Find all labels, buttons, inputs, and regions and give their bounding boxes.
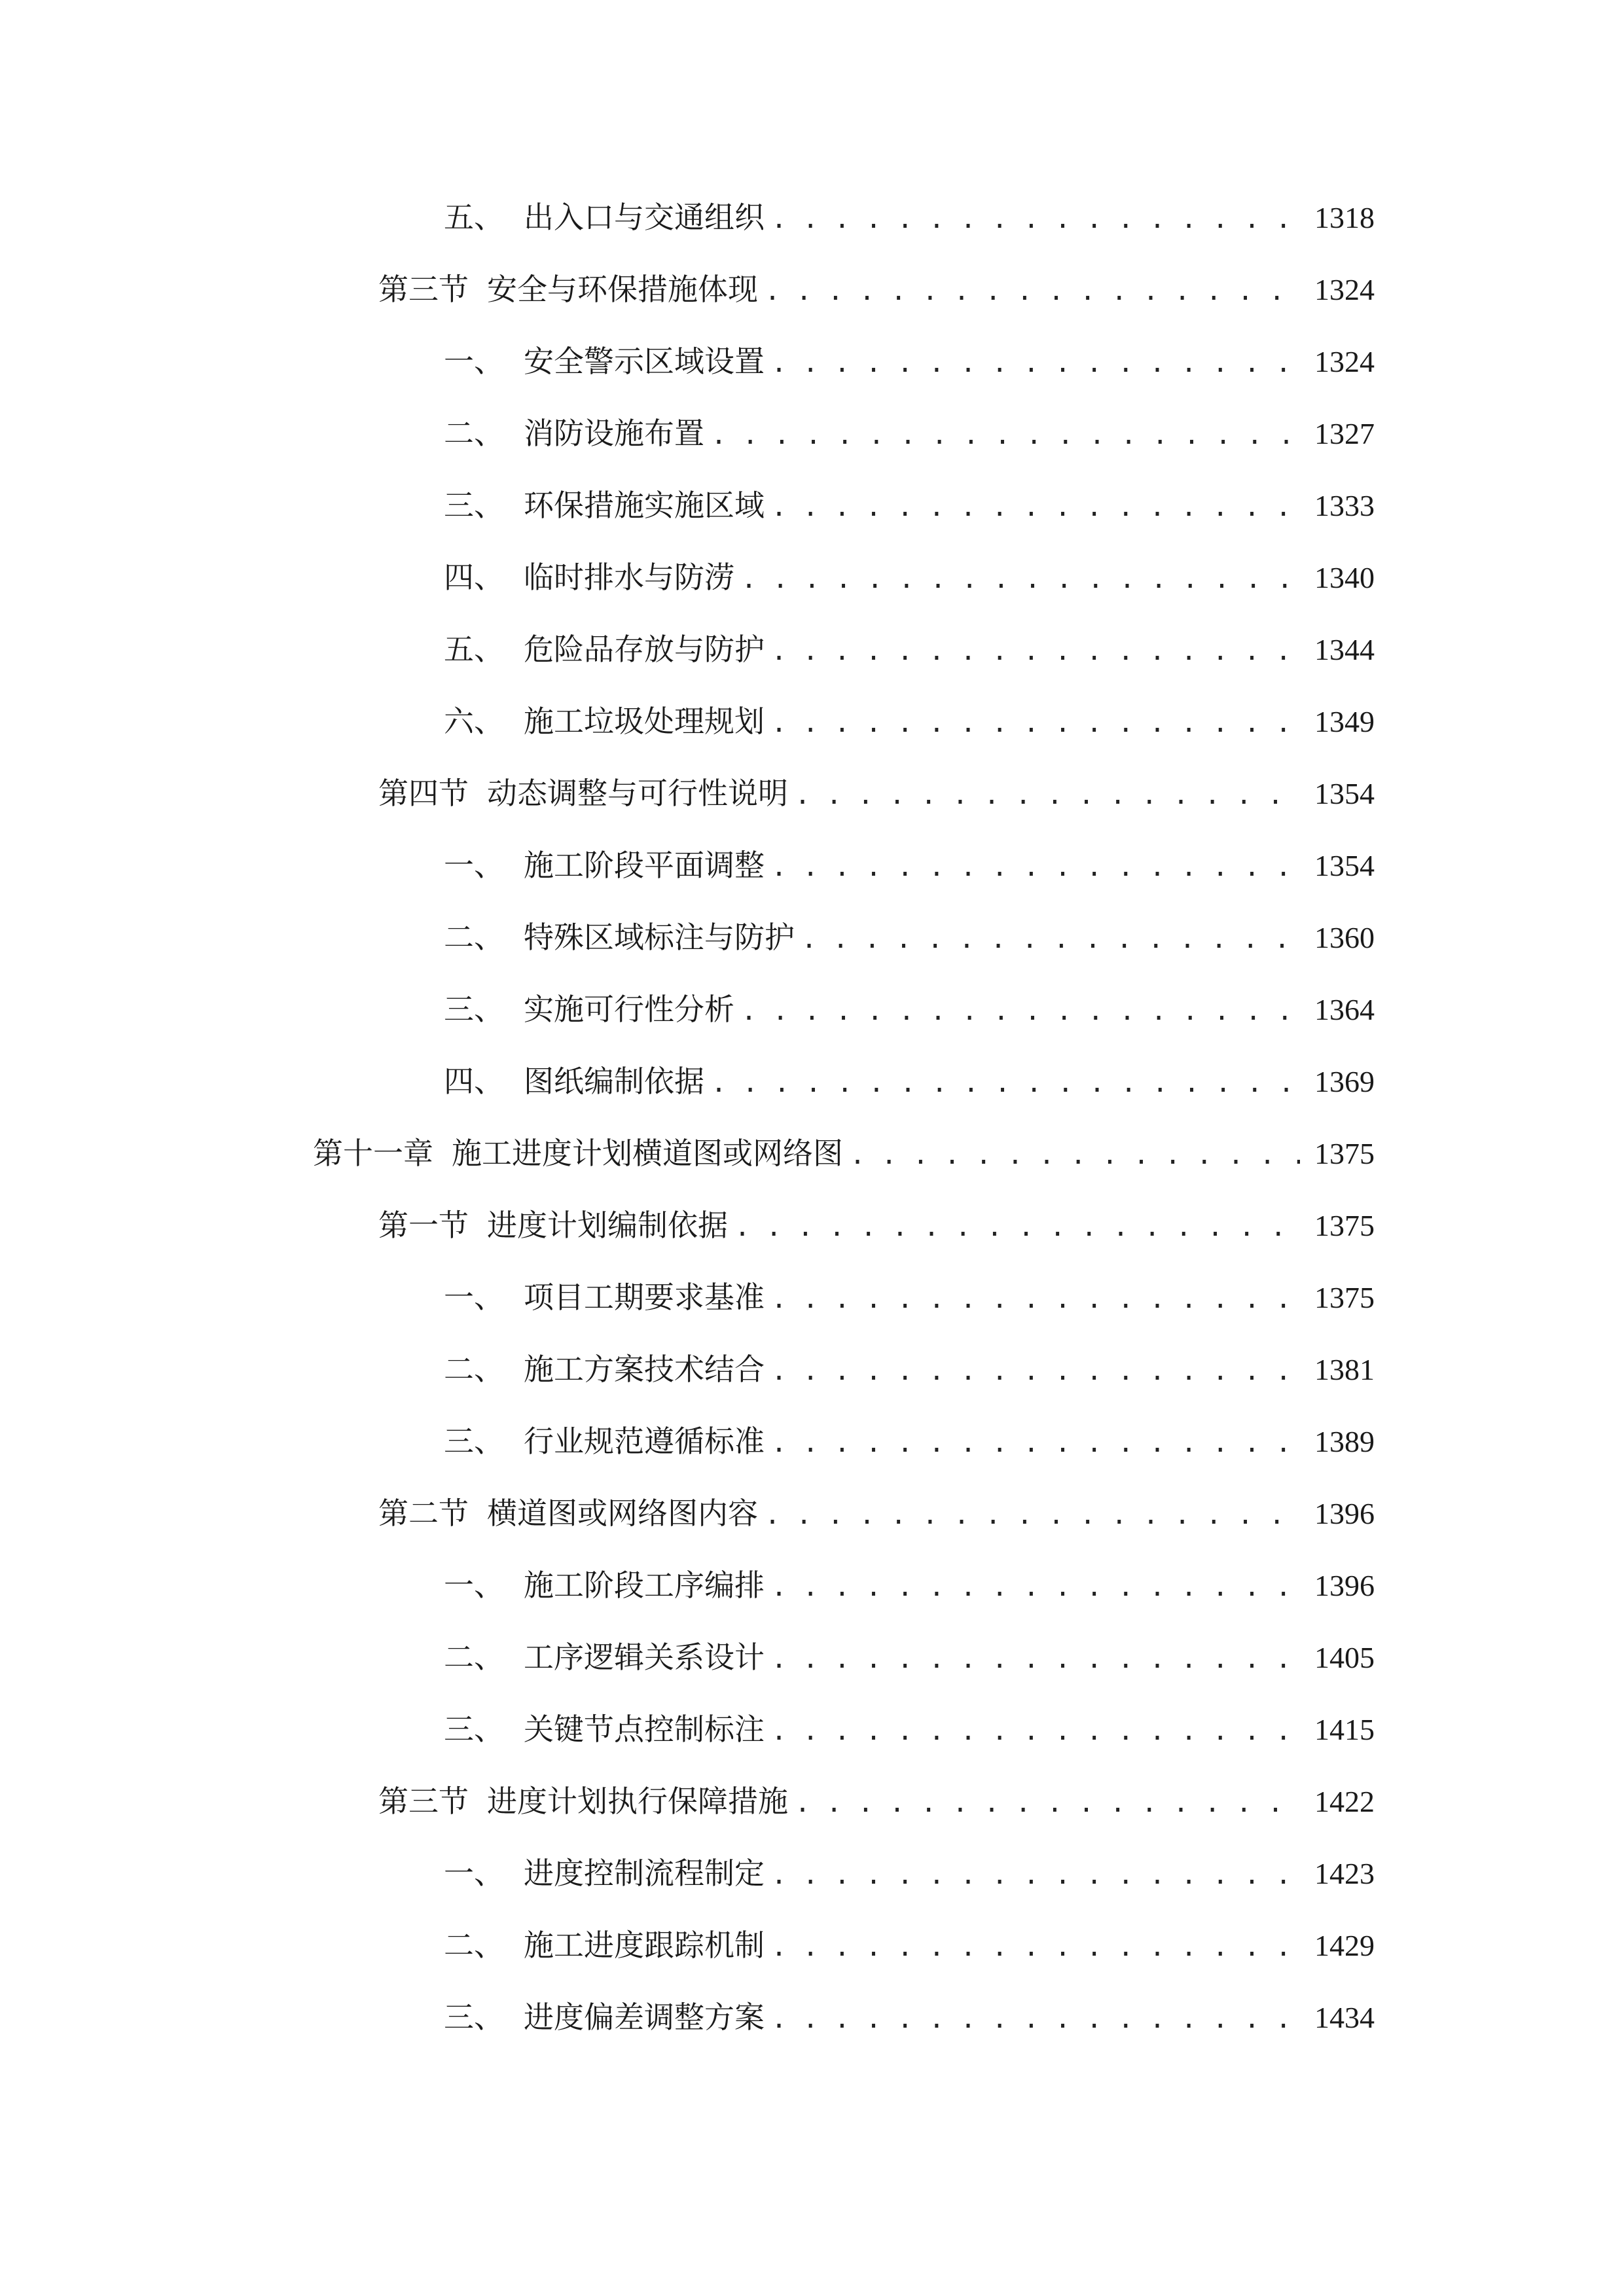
toc-entry[interactable] (444, 1274, 1375, 1320)
toc-entry-page: 1423 (1314, 1857, 1375, 1890)
toc-entry-page: 1340 (1314, 561, 1375, 594)
toc-entry[interactable] (444, 1850, 1375, 1896)
toc-entry-title: 关键节点控制标注 (524, 1712, 765, 1747)
toc-entry[interactable] (313, 1130, 1375, 1176)
toc-entry[interactable] (444, 410, 1375, 456)
toc-entry-title: 危险品存放与防护 (524, 632, 765, 667)
toc-dot-leader (771, 1420, 1300, 1466)
toc-entry-page: 1415 (1314, 1713, 1375, 1746)
toc-entry-number: 三、 (444, 1712, 504, 1747)
toc-dot-leader (771, 1636, 1300, 1682)
toc-entry[interactable] (378, 1778, 1375, 1824)
toc-dot-leader (850, 1132, 1300, 1178)
toc-entry-page: 1405 (1314, 1641, 1375, 1674)
toc-entry-title: 行业规范遵循标准 (524, 1424, 765, 1459)
toc-entry-number: 第三节 (378, 1784, 469, 1819)
toc-entry-page: 1375 (1314, 1137, 1375, 1170)
toc-entry[interactable] (444, 194, 1375, 240)
toc-entry-number: 一、 (444, 848, 504, 883)
toc-entry[interactable] (444, 1634, 1375, 1680)
toc-dot-leader (741, 556, 1300, 602)
toc-entry[interactable] (444, 626, 1375, 672)
toc-entry-page: 1354 (1314, 777, 1375, 810)
toc-entry-page: 1396 (1314, 1569, 1375, 1602)
toc-entry[interactable] (444, 554, 1375, 600)
toc-entry-title: 环保措施实施区域 (524, 488, 765, 523)
toc-dot-leader (741, 988, 1300, 1034)
toc-entry-number: 二、 (444, 416, 504, 451)
toc-dot-leader (771, 844, 1300, 890)
toc-entry-page: 1429 (1314, 1929, 1375, 1962)
toc-entry-page: 1349 (1314, 705, 1375, 738)
toc-entry[interactable] (444, 1346, 1375, 1392)
toc-entry-page: 1360 (1314, 921, 1375, 954)
toc-entry-title: 施工阶段平面调整 (524, 848, 765, 883)
toc-entry-title: 施工垃圾处理规划 (524, 704, 765, 739)
toc-dot-leader (765, 1492, 1300, 1538)
toc-entry[interactable] (444, 1058, 1375, 1104)
toc-entry-title: 安全与环保措施体现 (487, 272, 758, 307)
toc-entry[interactable] (444, 1706, 1375, 1752)
toc-entry[interactable] (444, 482, 1375, 528)
toc-dot-leader (771, 1564, 1300, 1610)
toc-dot-leader (765, 268, 1300, 314)
toc-entry[interactable] (378, 1202, 1375, 1248)
toc-entry-title: 项目工期要求基准 (524, 1280, 765, 1315)
toc-entry-page: 1369 (1314, 1065, 1375, 1098)
toc-entry-page: 1364 (1314, 993, 1375, 1026)
toc-dot-leader (771, 1996, 1300, 2042)
toc-entry[interactable] (444, 986, 1375, 1032)
toc-dot-leader (734, 1204, 1300, 1250)
toc-entry[interactable] (378, 266, 1375, 312)
toc-entry-number: 第十一章 (313, 1136, 433, 1171)
toc-dot-leader (771, 484, 1300, 530)
toc-dot-leader (771, 1924, 1300, 1970)
toc-dot-leader (771, 1708, 1300, 1754)
toc-dot-leader (711, 412, 1300, 458)
toc-dot-leader (771, 340, 1300, 386)
toc-entry-title: 工序逻辑关系设计 (524, 1640, 765, 1675)
toc-entry-number: 二、 (444, 1352, 504, 1387)
toc-entry-number: 五、 (444, 632, 504, 667)
toc-entry-number: 五、 (444, 200, 504, 235)
toc-entry-number: 第四节 (378, 776, 469, 811)
toc-entry-page: 1327 (1314, 417, 1375, 450)
toc-entry-page: 1434 (1314, 2001, 1375, 2034)
toc-entry-number: 二、 (444, 1640, 504, 1675)
toc-entry-page: 1375 (1314, 1281, 1375, 1314)
toc-entry-title: 实施可行性分析 (524, 992, 734, 1027)
toc-entry-number: 一、 (444, 344, 504, 379)
toc-entry-number: 一、 (444, 1856, 504, 1891)
toc-entry-title: 进度计划编制依据 (487, 1208, 728, 1243)
toc-entry-page: 1324 (1314, 273, 1375, 306)
toc-entry-number: 三、 (444, 992, 504, 1027)
toc-entry[interactable] (444, 1418, 1375, 1464)
toc-entry-number: 三、 (444, 2000, 504, 2035)
toc-entry[interactable] (378, 1490, 1375, 1536)
toc-dot-leader (771, 1852, 1300, 1898)
toc-entry[interactable] (444, 338, 1375, 384)
toc-dot-leader (771, 628, 1300, 674)
toc-dot-leader (771, 1276, 1300, 1322)
toc-entry-page: 1318 (1314, 201, 1375, 234)
toc-entry-title: 消防设施布置 (524, 416, 704, 451)
toc-entry[interactable] (444, 1994, 1375, 2040)
toc-entry-title: 出入口与交通组织 (524, 200, 765, 235)
toc-entry-number: 第一节 (378, 1208, 469, 1243)
toc-entry-title: 特殊区域标注与防护 (524, 920, 795, 955)
toc-entry-number: 二、 (444, 1928, 504, 1963)
toc-entry[interactable] (444, 914, 1375, 960)
toc-entry[interactable] (378, 770, 1375, 816)
toc-entry-number: 四、 (444, 1064, 504, 1099)
toc-entry-title: 临时排水与防涝 (524, 560, 734, 595)
toc-entry-number: 二、 (444, 920, 504, 955)
toc-dot-leader (795, 1780, 1300, 1826)
toc-dot-leader (771, 700, 1300, 746)
toc-entry[interactable] (444, 698, 1375, 744)
toc-entry-page: 1324 (1314, 345, 1375, 378)
toc-entry-number: 六、 (444, 704, 504, 739)
toc-dot-leader (711, 1060, 1300, 1106)
toc-entry-number: 第三节 (378, 272, 469, 307)
toc-entry-number: 一、 (444, 1280, 504, 1315)
toc-entry-title: 施工阶段工序编排 (524, 1568, 765, 1603)
toc-entry-number: 三、 (444, 488, 504, 523)
toc-entry-title: 施工进度跟踪机制 (524, 1928, 765, 1963)
toc-entry-page: 1354 (1314, 849, 1375, 882)
toc-entry-title: 安全警示区域设置 (524, 344, 765, 379)
toc-dot-leader (795, 772, 1300, 818)
toc-entry-title: 横道图或网络图内容 (487, 1496, 758, 1531)
toc-entry[interactable] (444, 842, 1375, 888)
toc-entry-number: 一、 (444, 1568, 504, 1603)
toc-dot-leader (771, 1348, 1300, 1394)
toc-entry-title: 图纸编制依据 (524, 1064, 704, 1099)
toc-dot-leader (801, 916, 1300, 962)
toc-entry-page: 1333 (1314, 489, 1375, 522)
toc-entry-page: 1375 (1314, 1209, 1375, 1242)
toc-entry-page: 1422 (1314, 1785, 1375, 1818)
toc-entry-page: 1389 (1314, 1425, 1375, 1458)
toc-entry[interactable] (444, 1922, 1375, 1968)
toc-entry-page: 1396 (1314, 1497, 1375, 1530)
toc-dot-leader (771, 196, 1300, 242)
toc-entry-title: 进度控制流程制定 (524, 1856, 765, 1891)
toc-entry-number: 第二节 (378, 1496, 469, 1531)
toc-entry-page: 1381 (1314, 1353, 1375, 1386)
toc-entry-number: 三、 (444, 1424, 504, 1459)
toc-entry-title: 施工进度计划横道图或网络图 (452, 1136, 843, 1171)
toc-entry-page: 1344 (1314, 633, 1375, 666)
toc-entry[interactable] (444, 1562, 1375, 1608)
toc-entry-number: 四、 (444, 560, 504, 595)
toc-entry-title: 进度计划执行保障措施 (487, 1784, 788, 1819)
toc-entry-title: 动态调整与可行性说明 (487, 776, 788, 811)
toc-entry-title: 施工方案技术结合 (524, 1352, 765, 1387)
toc-entry-title: 进度偏差调整方案 (524, 2000, 765, 2035)
